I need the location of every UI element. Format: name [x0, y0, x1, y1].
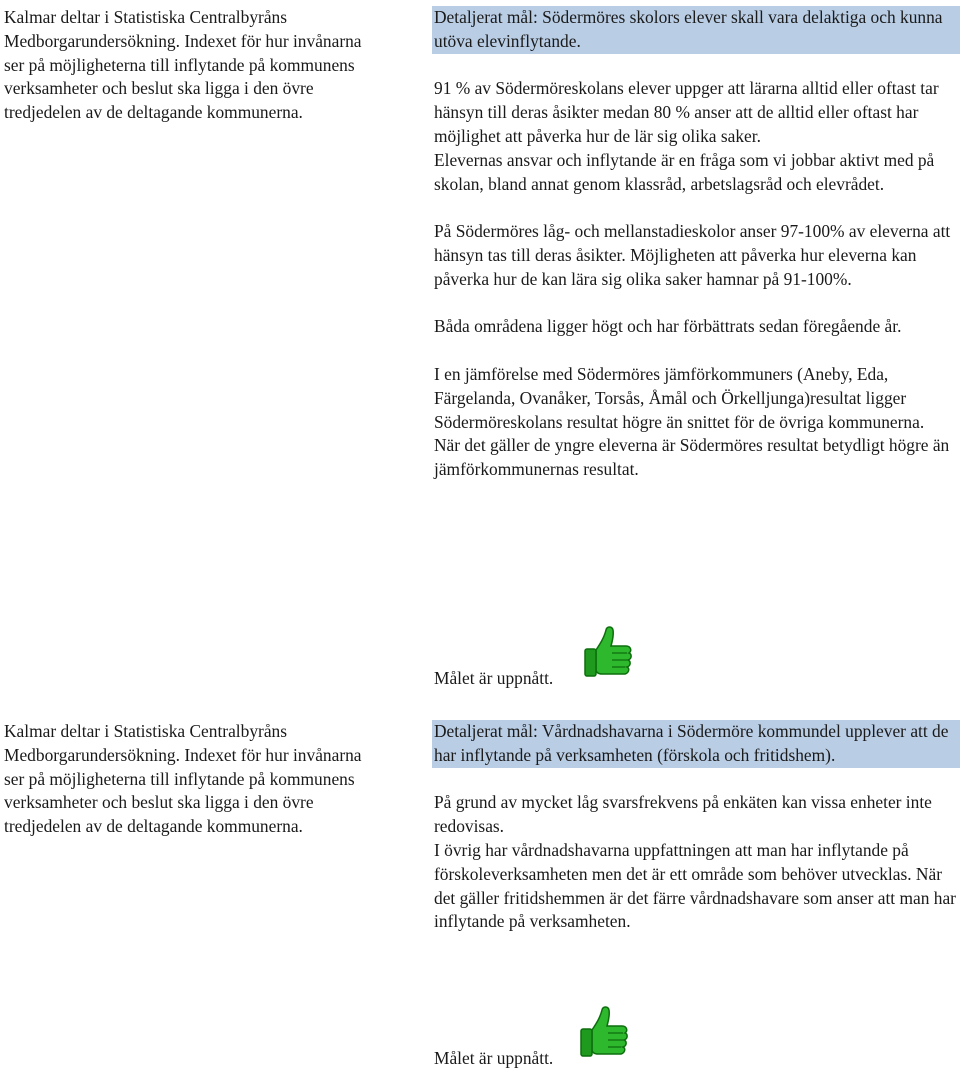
- section-2-paragraph-1: På grund av mycket låg svarsfrekvens på enkäten kan vissa enheter inte redovisas.: [434, 792, 932, 837]
- section-1-paragraph-1: 91 % av Södermöreskolans elever uppger att lärarna alltid eller oftast tar hänsyn till deras åsikter medan 80 % anser att de alltid eller oftast har möjlighet att påverka hur de lär sig olika saker.: [434, 78, 939, 146]
- section-1-paragraph-6: När det gäller de yngre eleverna är Södermöres resultat betydligt högre än jämförkommunernas resultat.: [434, 435, 950, 480]
- section-2-content: [434, 720, 960, 934]
- section-1-left-text: Kalmar deltar i Statistiska Centralbyråns Medborgarundersökning. Indexet för hur invånarna ser på möjligheterna till inflytande på kommunens verksamheter och beslut ska ligga i den övre tredjedelen av de deltagande kommunerna.: [4, 7, 362, 123]
- section-1-paragraph-4: Båda områdena ligger högt och har förbättrats sedan föregående år.: [434, 316, 902, 337]
- section-2-paragraph-2: I övrig har vårdnadshavarna uppfattningen att man har inflytande på förskoleverksamheten men det är ett område som behöver utvecklas. När det gäller fritidshemmen är det färre vårdnadshavare som anser att man har inflytande på verksamheten.: [434, 839, 956, 932]
- section-2-heading: Detaljerat mål: Vårdnadshavarna i Södermöre kommundel upplever att de har inflytande på verksamheten (förskola och fritidshem).: [432, 720, 960, 768]
- section-1-heading: Detaljerat mål: Södermöres skolors elever skall vara delaktiga och kunna utöva elevinflytande.: [432, 6, 960, 54]
- section-1-content: [434, 6, 960, 482]
- section-1-paragraph-3: På Södermöres låg- och mellanstadieskolor anser 97-100% av eleverna att hänsyn tas till deras åsikter. Möjligheten att påverka hur eleverna kan påverka hur de kan lära sig olika saker hamnar på 91-100%.: [434, 221, 951, 289]
- section-2-left-text: Kalmar deltar i Statistiska Centralbyråns Medborgarundersökning. Indexet för hur invånarna ser på möjligheterna till inflytande på kommunens verksamheter och beslut ska ligga i den övre tredjedelen av de deltagande kommunerna.: [4, 721, 362, 837]
- thumbs-up-icon: [578, 1004, 630, 1064]
- section-1-paragraph-5: I en jämförelse med Södermöres jämförkommuners (Aneby, Eda, Färgelanda, Ovanåker, Torsås, Åmål och Örkelljunga)resultat ligger Södermöreskolans resultat högre än snittet för de övriga kommunerna.: [434, 363, 925, 432]
- section-1-paragraph-2: Elevernas ansvar och inflytande är en fråga som vi jobbar aktivt med på skolan, bland annat genom klassråd, arbetslagsråd och elevrådet.: [434, 149, 935, 194]
- section-2-goal-status: Målet är uppnått.: [434, 1048, 554, 1068]
- section-1-goal-status: Målet är uppnått.: [434, 668, 554, 688]
- thumbs-up-icon: [582, 624, 634, 684]
